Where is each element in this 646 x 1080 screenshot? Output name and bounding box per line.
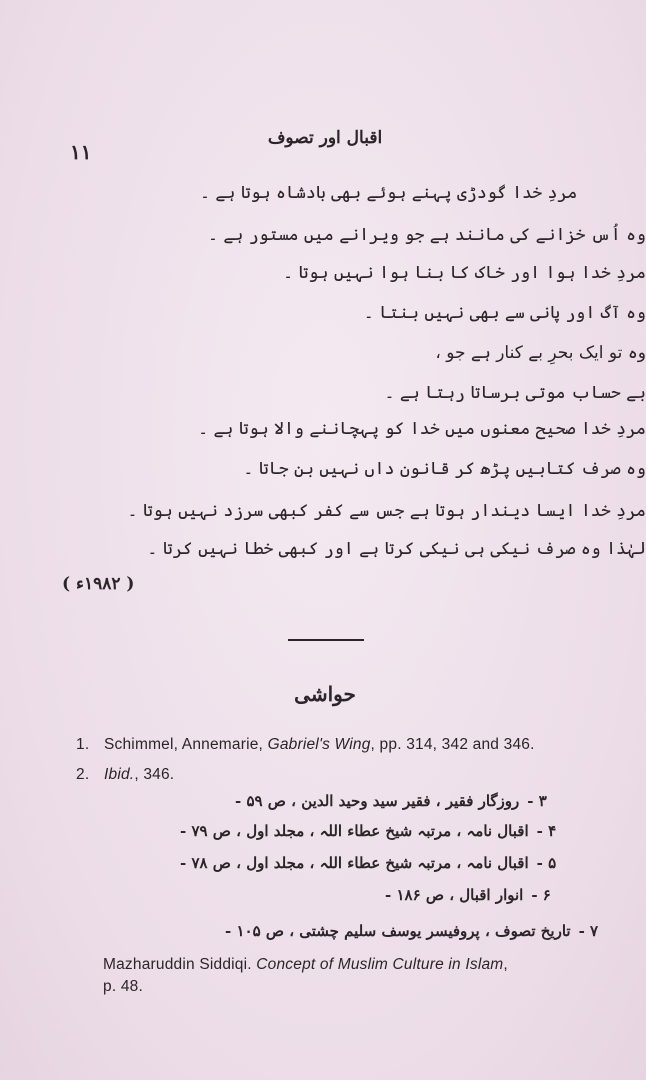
footnote-7 <box>225 922 598 940</box>
verse-line-3: مردِ خدا ہوا اور خاک کا بنا ہوا نہیں ہوتا ۔ <box>283 263 646 283</box>
verse-line-1: مردِ خدا گودڑی پہنے ہوئے بھی بادشاہ ہوتا ہے ۔ <box>200 183 578 203</box>
footnote-2 <box>76 766 174 784</box>
footnote-title: Ibid. <box>104 766 135 783</box>
date-line: ( ۱۹۸۲ء ) <box>62 574 135 594</box>
footnote-text: اقبال نامہ ، مرتبہ شیخ عطاء اللہ ، مجلد اول ، ص ۷۸ - <box>180 854 529 872</box>
footnote-rest: , <box>503 956 508 973</box>
footnote-5 <box>180 854 556 872</box>
footnote-author: Mazharuddin Siddiqi. <box>103 956 257 973</box>
footnote-text: تاریخ تصوف ، پروفیسر یوسف سلیم چشتی ، ص ۱۰۵ - <box>225 922 571 940</box>
footnote-author: Schimmel, Annemarie, <box>104 736 268 753</box>
footnote-number: ۴ - <box>536 822 557 840</box>
running-title: اقبال اور تصوف <box>267 128 383 148</box>
verse-line-7: مردِ خدا صحیح معنوں میں خدا کو پہچاننے والا ہوتا ہے ۔ <box>198 419 646 439</box>
verse-line-8: وہ صرف کتابیں پڑھ کر قانون داں نہیں بن جاتا ۔ <box>243 459 646 479</box>
footnote-title: Gabriel's Wing <box>267 736 371 753</box>
footnote-number: 2. <box>76 766 90 783</box>
footnote-7-page: p. 48. <box>103 978 143 995</box>
footnote-text: روزگار فقیر ، فقیر سید وحید الدین ، ص ۵۹ - <box>235 792 520 810</box>
verse-line-4: وہ آگ اور پانی سے بھی نہیں بنتا ۔ <box>363 303 646 323</box>
footnote-text: اقبال نامہ ، مرتبہ شیخ عطاء اللہ ، مجلد اول ، ص ۷۹ - <box>180 822 529 840</box>
verse-line-9: مردِ خدا ایسا دیندار ہوتا ہے جس سے کفر کبھی سرزد نہیں ہوتا ۔ <box>127 501 646 521</box>
footnote-rest: , pp. 314, 342 and 346. <box>370 736 535 753</box>
verse-line-6: بے حساب موتی برساتا رہتا ہے ۔ <box>384 383 646 403</box>
footnote-title: Concept of Muslim Culture in Islam <box>256 956 504 973</box>
footnote-number: ۷ - <box>578 922 599 940</box>
verse-line-2: وہ اُس خزانے کی مانند ہے جو ویرانے میں مستور ہے ۔ <box>208 225 646 245</box>
footnote-rest: , 346. <box>134 766 175 783</box>
page-number: ۱۱ <box>70 140 92 164</box>
verse-line-10: لہٰذا وہ صرف نیکی ہی نیکی کرتا ہے اور کبھی خطا نہیں کرتا ۔ <box>147 539 646 559</box>
footnote-4 <box>180 822 556 840</box>
footnote-1 <box>76 736 535 754</box>
footnote-6 <box>385 886 551 904</box>
footnote-number: ۵ - <box>536 854 557 872</box>
footnote-3 <box>235 792 547 810</box>
footnote-number: ۶ - <box>531 886 551 904</box>
footnote-number: ۳ - <box>527 792 547 810</box>
section-divider <box>288 639 364 641</box>
footnote-7-english <box>103 956 508 974</box>
footnote-number: 1. <box>76 736 90 753</box>
notes-heading: حواشی <box>294 682 356 706</box>
footnote-text: انوار اقبال ، ص ۱۸۶ - <box>385 886 524 904</box>
verse-line-5: وہ تو ایک بحرِ بے کنار ہے جو ، <box>435 343 646 363</box>
